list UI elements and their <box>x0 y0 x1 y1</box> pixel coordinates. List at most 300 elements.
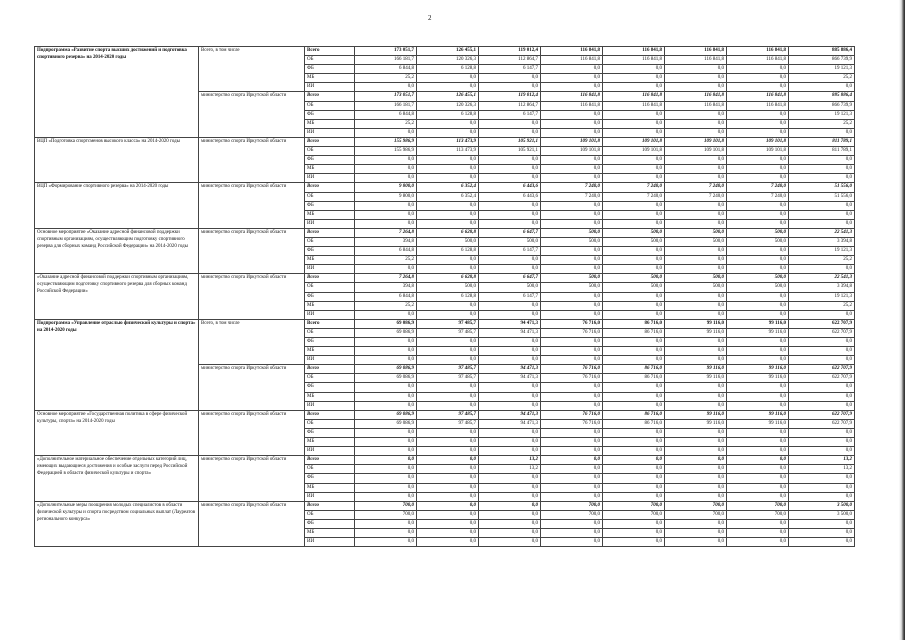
year-cell: 0,0 <box>417 347 479 356</box>
year-cell: 500,0 <box>665 283 727 292</box>
year-cell: 0,0 <box>665 119 727 128</box>
total-cell: 622 707,9 <box>789 328 855 337</box>
responsible-executor: министерство спорта Иркутской области <box>199 501 305 546</box>
year-cell: 99 116,0 <box>727 328 789 337</box>
year-cell: 0,0 <box>355 447 417 456</box>
year-cell: 94 471,3 <box>479 374 541 383</box>
funding-source: ОБ <box>305 328 355 337</box>
year-cell: 69 086,9 <box>355 419 417 428</box>
year-cell: 113 473,9 <box>417 147 479 156</box>
year-cell: 0,0 <box>541 338 603 347</box>
year-cell: 0,0 <box>541 201 603 210</box>
year-cell: 6 352,4 <box>417 183 479 192</box>
year-cell: 105 921,1 <box>479 137 541 146</box>
total-cell: 0,0 <box>789 474 855 483</box>
funding-source: МБ <box>305 483 355 492</box>
funding-source: ИИ <box>305 128 355 137</box>
total-cell: 0,0 <box>789 492 855 501</box>
year-cell: 0,0 <box>603 310 665 319</box>
year-cell: 7 240,0 <box>727 192 789 201</box>
program-name: ВЦП «Формирование спортивного резерва» на 2014-2020 годы <box>35 183 199 228</box>
year-cell: 0,0 <box>417 310 479 319</box>
table-row <box>35 456 855 465</box>
year-cell: 0,0 <box>727 347 789 356</box>
year-cell: 109 101,8 <box>665 147 727 156</box>
year-cell: 500,0 <box>665 274 727 283</box>
year-cell: 0,0 <box>665 392 727 401</box>
year-cell: 99 116,0 <box>665 365 727 374</box>
year-cell: 0,0 <box>603 128 665 137</box>
year-cell: 0,0 <box>479 492 541 501</box>
year-cell: 500,0 <box>541 228 603 237</box>
total-cell: 3 394,8 <box>789 237 855 246</box>
year-cell: 99 116,0 <box>727 419 789 428</box>
funding-source: МБ <box>305 347 355 356</box>
total-cell: 0,0 <box>789 392 855 401</box>
funding-source: МБ <box>305 165 355 174</box>
year-cell: 0,0 <box>541 156 603 165</box>
year-cell: 6 844,8 <box>355 65 417 74</box>
year-cell: 0,0 <box>541 110 603 119</box>
year-cell: 500,0 <box>603 237 665 246</box>
total-cell: 25,2 <box>789 301 855 310</box>
funding-source: ФБ <box>305 338 355 347</box>
total-cell: 885 886,4 <box>789 47 855 56</box>
year-cell: 0,0 <box>417 356 479 365</box>
total-cell: 0,0 <box>789 219 855 228</box>
year-cell: 0,0 <box>541 247 603 256</box>
budget-table <box>34 46 855 547</box>
year-cell: 0,0 <box>727 256 789 265</box>
year-cell: 0,0 <box>727 219 789 228</box>
year-cell: 0,0 <box>603 156 665 165</box>
total-cell: 0,0 <box>789 383 855 392</box>
year-cell: 0,0 <box>727 119 789 128</box>
year-cell: 500,0 <box>417 283 479 292</box>
funding-source: ИИ <box>305 447 355 456</box>
year-cell: 0,0 <box>541 528 603 537</box>
year-cell: 700,0 <box>355 510 417 519</box>
year-cell: 0,0 <box>727 474 789 483</box>
year-cell: 0,0 <box>665 83 727 92</box>
total-cell: 0,0 <box>789 338 855 347</box>
year-cell: 0,0 <box>417 119 479 128</box>
total-cell: 13,2 <box>789 465 855 474</box>
year-cell: 0,0 <box>727 401 789 410</box>
year-cell: 0,0 <box>665 428 727 437</box>
year-cell: 0,0 <box>479 401 541 410</box>
year-cell: 0,0 <box>541 383 603 392</box>
year-cell: 116 841,8 <box>665 92 727 101</box>
year-cell: 69 086,9 <box>355 328 417 337</box>
funding-source: ИИ <box>305 401 355 410</box>
year-cell: 0,0 <box>417 74 479 83</box>
year-cell: 0,0 <box>665 210 727 219</box>
year-cell: 0,0 <box>727 156 789 165</box>
total-cell: 0,0 <box>789 174 855 183</box>
funding-source: МБ <box>305 392 355 401</box>
year-cell: 0,0 <box>355 201 417 210</box>
year-cell: 500,0 <box>727 283 789 292</box>
year-cell: 0,0 <box>479 528 541 537</box>
total-cell: 0,0 <box>789 310 855 319</box>
year-cell: 0,0 <box>603 292 665 301</box>
year-cell: 7 240,0 <box>541 192 603 201</box>
total-cell: 622 707,9 <box>789 419 855 428</box>
year-cell: 0,0 <box>727 128 789 137</box>
year-cell: 0,0 <box>603 356 665 365</box>
year-cell: 99 116,0 <box>727 319 789 328</box>
funding-source: ФБ <box>305 383 355 392</box>
year-cell: 109 101,8 <box>541 147 603 156</box>
funding-source: МБ <box>305 256 355 265</box>
year-cell: 500,0 <box>603 228 665 237</box>
year-cell: 0,0 <box>541 428 603 437</box>
year-cell: 0,0 <box>355 474 417 483</box>
year-cell: 0,0 <box>479 174 541 183</box>
year-cell: 0,0 <box>603 265 665 274</box>
year-cell: 116 841,8 <box>665 56 727 65</box>
year-cell: 0,0 <box>541 119 603 128</box>
total-cell: 0,0 <box>789 83 855 92</box>
year-cell: 0,0 <box>541 292 603 301</box>
year-cell: 0,0 <box>665 338 727 347</box>
year-cell: 0,0 <box>603 483 665 492</box>
year-cell: 0,0 <box>727 447 789 456</box>
year-cell: 0,0 <box>479 519 541 528</box>
year-cell: 0,0 <box>355 428 417 437</box>
year-cell: 0,0 <box>665 174 727 183</box>
year-cell: 6 128,8 <box>417 110 479 119</box>
year-cell: 500,0 <box>603 274 665 283</box>
year-cell: 0,0 <box>541 74 603 83</box>
year-cell: 0,0 <box>479 428 541 437</box>
year-cell: 0,0 <box>665 528 727 537</box>
year-cell: 112 864,7 <box>479 101 541 110</box>
year-cell: 500,0 <box>603 283 665 292</box>
year-cell: 112 864,7 <box>479 56 541 65</box>
funding-source: МБ <box>305 74 355 83</box>
year-cell: 0,0 <box>603 110 665 119</box>
funding-source: ИИ <box>305 310 355 319</box>
year-cell: 0,0 <box>541 210 603 219</box>
year-cell: 0,0 <box>603 301 665 310</box>
year-cell: 25,2 <box>355 74 417 83</box>
year-cell: 500,0 <box>665 228 727 237</box>
year-cell: 0,0 <box>603 465 665 474</box>
year-cell: 0,0 <box>417 256 479 265</box>
funding-source: МБ <box>305 119 355 128</box>
year-cell: 0,0 <box>727 201 789 210</box>
year-cell: 116 841,8 <box>603 56 665 65</box>
funding-source: ФБ <box>305 292 355 301</box>
total-cell: 19 121,3 <box>789 65 855 74</box>
year-cell: 116 841,8 <box>727 47 789 56</box>
year-cell: 0,0 <box>603 347 665 356</box>
year-cell: 94 471,3 <box>479 365 541 374</box>
program-name: Основное мероприятие «Государственная политика в сфере физической культуры, спорта» на 2014-2020 годы <box>35 410 199 455</box>
year-cell: 0,0 <box>479 310 541 319</box>
year-cell: 0,0 <box>355 456 417 465</box>
year-cell: 0,0 <box>479 447 541 456</box>
funding-source: ИИ <box>305 174 355 183</box>
funding-source: Всего <box>305 183 355 192</box>
table-row <box>35 47 855 56</box>
total-cell: 19 121,3 <box>789 110 855 119</box>
funding-source: МБ <box>305 528 355 537</box>
responsible-executor: министерство спорта Иркутской области <box>199 183 305 228</box>
funding-source: ОБ <box>305 56 355 65</box>
year-cell: 94 471,3 <box>479 328 541 337</box>
year-cell: 155 986,9 <box>355 137 417 146</box>
year-cell: 0,0 <box>541 456 603 465</box>
year-cell: 9 800,0 <box>355 192 417 201</box>
year-cell: 500,0 <box>727 228 789 237</box>
year-cell: 0,0 <box>479 83 541 92</box>
total-cell: 0,0 <box>789 428 855 437</box>
year-cell: 0,0 <box>603 256 665 265</box>
funding-source: Всего <box>305 137 355 146</box>
year-cell: 0,0 <box>417 492 479 501</box>
year-cell: 0,0 <box>479 265 541 274</box>
year-cell: 500,0 <box>417 237 479 246</box>
year-cell: 97 485,7 <box>417 319 479 328</box>
year-cell: 0,0 <box>603 392 665 401</box>
year-cell: 0,0 <box>541 219 603 228</box>
year-cell: 119 012,4 <box>479 47 541 56</box>
year-cell: 0,0 <box>665 438 727 447</box>
year-cell: 500,0 <box>541 274 603 283</box>
year-cell: 126 455,1 <box>417 47 479 56</box>
year-cell: 86 716,0 <box>603 365 665 374</box>
year-cell: 0,0 <box>355 519 417 528</box>
year-cell: 0,0 <box>665 347 727 356</box>
funding-source: ОБ <box>305 374 355 383</box>
year-cell: 0,0 <box>355 528 417 537</box>
funding-source: ФБ <box>305 110 355 119</box>
year-cell: 116 841,8 <box>665 47 727 56</box>
year-cell: 6 628,8 <box>417 228 479 237</box>
year-cell: 0,0 <box>727 438 789 447</box>
year-cell: 0,0 <box>417 501 479 510</box>
year-cell: 76 716,0 <box>541 410 603 419</box>
year-cell: 0,0 <box>727 310 789 319</box>
year-cell: 116 841,8 <box>727 92 789 101</box>
year-cell: 0,0 <box>541 519 603 528</box>
year-cell: 0,0 <box>665 265 727 274</box>
year-cell: 94 471,3 <box>479 410 541 419</box>
year-cell: 0,0 <box>603 83 665 92</box>
total-cell: 3 500,0 <box>789 510 855 519</box>
year-cell: 0,0 <box>665 519 727 528</box>
year-cell: 0,0 <box>417 301 479 310</box>
year-cell: 86 716,0 <box>603 374 665 383</box>
year-cell: 6 628,8 <box>417 274 479 283</box>
year-cell: 0,0 <box>479 347 541 356</box>
year-cell: 0,0 <box>727 338 789 347</box>
funding-source: ФБ <box>305 428 355 437</box>
year-cell: 0,0 <box>417 428 479 437</box>
responsible-executor: Всего, в том числе <box>199 47 305 92</box>
year-cell: 6 844,8 <box>355 110 417 119</box>
year-cell: 0,0 <box>665 256 727 265</box>
year-cell: 76 716,0 <box>541 365 603 374</box>
year-cell: 7 264,8 <box>355 228 417 237</box>
year-cell: 0,0 <box>541 256 603 265</box>
year-cell: 0,0 <box>355 492 417 501</box>
total-cell: 22 541,3 <box>789 274 855 283</box>
total-cell: 0,0 <box>789 401 855 410</box>
year-cell: 99 116,0 <box>665 419 727 428</box>
year-cell: 116 841,8 <box>541 47 603 56</box>
responsible-executor: министерство спорта Иркутской области <box>199 456 305 501</box>
year-cell: 0,0 <box>417 265 479 274</box>
year-cell: 0,0 <box>479 510 541 519</box>
year-cell: 500,0 <box>541 237 603 246</box>
year-cell: 0,0 <box>603 219 665 228</box>
year-cell: 0,0 <box>417 128 479 137</box>
total-cell: 0,0 <box>789 483 855 492</box>
program-name: «Оказание адресной финансовой поддержки спортивным организациям, осуществляющим подготовку спортивного резерва для сборных команд Российской Федерации» <box>35 274 199 319</box>
funding-source: ФБ <box>305 156 355 165</box>
year-cell: 0,0 <box>727 483 789 492</box>
year-cell: 0,0 <box>541 65 603 74</box>
funding-source: ФБ <box>305 201 355 210</box>
year-cell: 6 147,7 <box>479 292 541 301</box>
year-cell: 0,0 <box>479 219 541 228</box>
year-cell: 0,0 <box>417 474 479 483</box>
year-cell: 0,0 <box>479 210 541 219</box>
year-cell: 0,0 <box>479 119 541 128</box>
year-cell: 0,0 <box>665 456 727 465</box>
year-cell: 116 841,8 <box>727 56 789 65</box>
funding-source: Всего <box>305 365 355 374</box>
responsible-executor: министерство спорта Иркутской области <box>199 365 305 410</box>
year-cell: 700,0 <box>665 501 727 510</box>
year-cell: 0,0 <box>727 210 789 219</box>
year-cell: 99 116,0 <box>727 410 789 419</box>
year-cell: 7 240,0 <box>665 192 727 201</box>
year-cell: 0,0 <box>727 301 789 310</box>
total-cell: 622 707,9 <box>789 410 855 419</box>
funding-source: Всего <box>305 501 355 510</box>
year-cell: 86 716,0 <box>603 410 665 419</box>
year-cell: 13,2 <box>479 465 541 474</box>
year-cell: 0,0 <box>665 356 727 365</box>
year-cell: 7 240,0 <box>665 183 727 192</box>
year-cell: 0,0 <box>603 247 665 256</box>
year-cell: 0,0 <box>355 347 417 356</box>
year-cell: 69 086,9 <box>355 365 417 374</box>
year-cell: 0,0 <box>603 210 665 219</box>
table-row <box>35 410 855 419</box>
year-cell: 500,0 <box>479 283 541 292</box>
total-cell: 19 121,3 <box>789 292 855 301</box>
funding-source: Всего <box>305 228 355 237</box>
year-cell: 0,0 <box>727 110 789 119</box>
year-cell: 0,0 <box>727 74 789 83</box>
year-cell: 0,0 <box>665 383 727 392</box>
year-cell: 0,0 <box>665 247 727 256</box>
year-cell: 0,0 <box>727 356 789 365</box>
year-cell: 0,0 <box>541 128 603 137</box>
year-cell: 0,0 <box>417 156 479 165</box>
year-cell: 86 716,0 <box>603 419 665 428</box>
year-cell: 0,0 <box>479 256 541 265</box>
funding-source: ФБ <box>305 65 355 74</box>
year-cell: 0,0 <box>665 483 727 492</box>
total-cell: 0,0 <box>789 165 855 174</box>
year-cell: 116 841,8 <box>603 47 665 56</box>
year-cell: 13,2 <box>479 456 541 465</box>
year-cell: 99 116,0 <box>727 365 789 374</box>
year-cell: 109 101,8 <box>727 147 789 156</box>
year-cell: 700,0 <box>541 501 603 510</box>
year-cell: 0,0 <box>727 65 789 74</box>
year-cell: 76 716,0 <box>541 374 603 383</box>
year-cell: 0,0 <box>727 292 789 301</box>
year-cell: 0,0 <box>727 528 789 537</box>
total-cell: 0,0 <box>789 519 855 528</box>
year-cell: 0,0 <box>541 347 603 356</box>
total-cell: 0,0 <box>789 447 855 456</box>
funding-source: ИИ <box>305 265 355 274</box>
funding-source: ОБ <box>305 237 355 246</box>
year-cell: 0,0 <box>603 201 665 210</box>
year-cell: 0,0 <box>541 356 603 365</box>
total-cell: 19 121,3 <box>789 247 855 256</box>
year-cell: 0,0 <box>665 310 727 319</box>
year-cell: 0,0 <box>479 501 541 510</box>
total-cell: 0,0 <box>789 210 855 219</box>
year-cell: 0,0 <box>665 156 727 165</box>
year-cell: 166 181,7 <box>355 56 417 65</box>
funding-source: ИИ <box>305 83 355 92</box>
year-cell: 0,0 <box>665 74 727 83</box>
year-cell: 0,0 <box>417 456 479 465</box>
responsible-executor: министерство спорта Иркутской области <box>199 274 305 319</box>
year-cell: 120 326,3 <box>417 101 479 110</box>
year-cell: 0,0 <box>665 301 727 310</box>
year-cell: 99 116,0 <box>727 374 789 383</box>
year-cell: 109 101,8 <box>603 147 665 156</box>
year-cell: 0,0 <box>417 383 479 392</box>
year-cell: 500,0 <box>727 274 789 283</box>
year-cell: 0,0 <box>541 438 603 447</box>
year-cell: 7 264,8 <box>355 274 417 283</box>
year-cell: 0,0 <box>355 483 417 492</box>
total-cell: 3 394,8 <box>789 283 855 292</box>
funding-source: ИИ <box>305 356 355 365</box>
table-row <box>35 228 855 237</box>
year-cell: 76 716,0 <box>541 319 603 328</box>
year-cell: 7 240,0 <box>727 183 789 192</box>
year-cell: 119 012,4 <box>479 92 541 101</box>
responsible-executor: министерство спорта Иркутской области <box>199 410 305 455</box>
year-cell: 0,0 <box>541 401 603 410</box>
year-cell: 6 647,7 <box>479 228 541 237</box>
year-cell: 0,0 <box>355 392 417 401</box>
year-cell: 0,0 <box>417 483 479 492</box>
total-cell: 866 739,9 <box>789 56 855 65</box>
year-cell: 0,0 <box>417 519 479 528</box>
funding-source: ИИ <box>305 538 355 547</box>
year-cell: 0,0 <box>355 401 417 410</box>
year-cell: 0,0 <box>479 338 541 347</box>
year-cell: 0,0 <box>541 474 603 483</box>
year-cell: 0,0 <box>541 492 603 501</box>
total-cell: 3 500,0 <box>789 501 855 510</box>
